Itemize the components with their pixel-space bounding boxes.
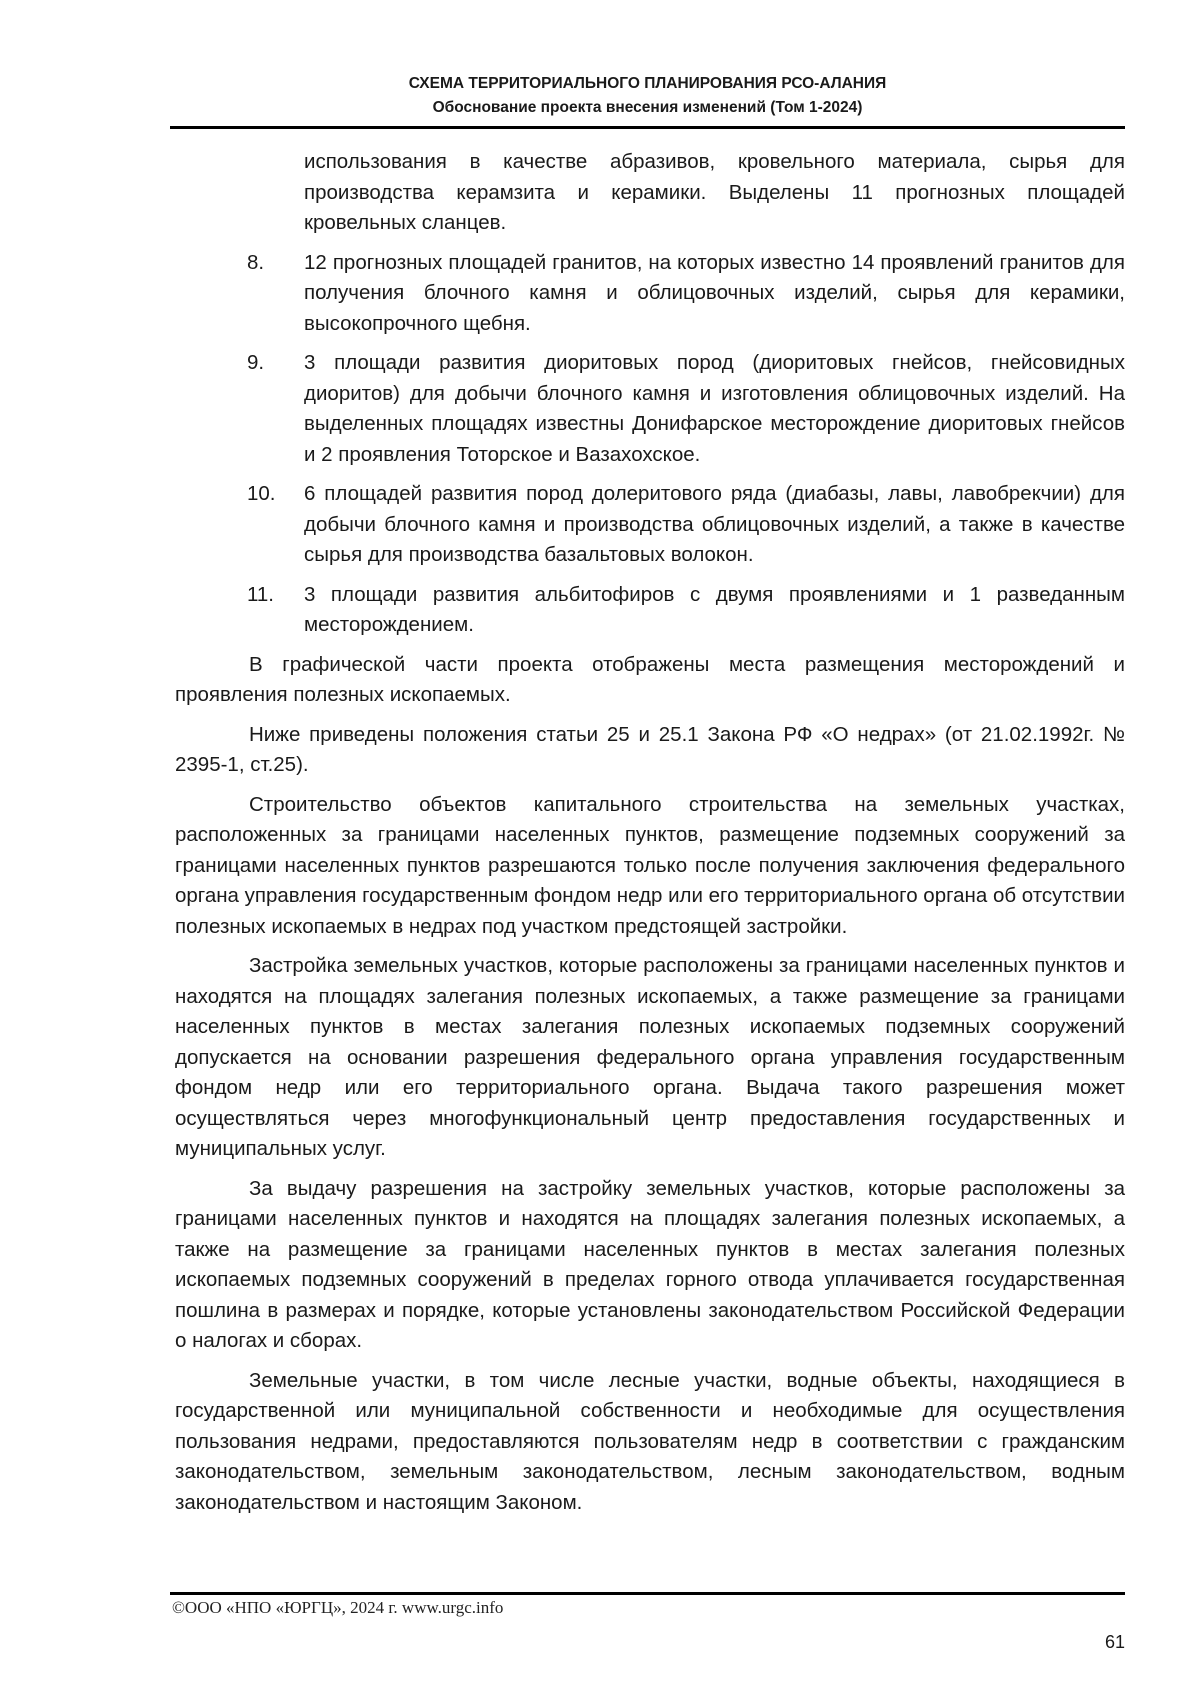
list-item <box>175 248 1125 340</box>
paragraph: Строительство объектов капитального строительства на земельных участках, расположенных за границами населенных пунктов, размещение подземных сооружений за границами населенных пунктов разрешаются только после получения заключения федерального органа управления государственным фондом недр или его территориального органа об отсутствии полезных ископаемых в недрах под участком предстоящей застройки. <box>175 792 1125 938</box>
paragraph: Застройка земельных участков, которые расположены за границами населенных пунктов и находятся на площадях залегания полезных ископаемых, а также размещение за границами населенных пунктов в местах залегания полезных ископаемых подземных сооружений допускается на основании разрешения федерального органа управления государственным фондом недр или его территориального органа. Выдача такого разрешения может осуществляться через многофункциональный центр предоставления государственных и муниципальных услуг. <box>175 954 1125 1160</box>
footer-divider <box>170 1592 1125 1595</box>
header-divider <box>170 126 1125 129</box>
list-item-number: 11. <box>247 582 274 606</box>
page-number: 61 <box>1104 1632 1125 1652</box>
list-item-text: 3 площади развития диоритовых пород (диоритовых гнейсов, гнейсовидных диоритов) для добычи блочного камня и изготовления облицовочных изделий. На выделенных площадях известны Донифарское месторождение диоритовых гнейсов и 2 проявления Тоторское и Вазахохское. <box>304 351 1125 466</box>
list-item-text: 6 площадей развития пород долеритового ряда (диабазы, лавы, лавобрекчии) для добычи блочного камня и производства облицовочных изделий, а также в качестве сырья для производства базальтовых волокон. <box>304 482 1125 566</box>
paragraph: За выдачу разрешения на застройку земельных участков, которые расположены за границами населенных пунктов и находятся на площадях залегания полезных ископаемых, а также на размещение за границами населенных пунктов в местах залегания полезных ископаемых подземных сооружений в пределах горного отвода уплачивается государственная пошлина в размерах и порядке, которые установлены законодательством Российской Федерации о налогах и сборах. <box>175 1176 1125 1352</box>
document-body <box>175 147 1125 1527</box>
header-title: СХЕМА ТЕРРИТОРИАЛЬНОГО ПЛАНИРОВАНИЯ РСО-АЛАНИЯ <box>408 75 887 92</box>
list-item <box>175 479 1125 571</box>
header-subtitle: Обоснование проекта внесения изменений (Том 1-2024) <box>432 99 863 116</box>
list-item-text: 3 площади развития альбитофиров с двумя проявлениями и 1 разведанным месторождением. <box>304 582 1125 636</box>
footer-copyright: ©ООО «НПО «ЮРГЦ», 2024 г. www.urgc.info <box>172 1598 504 1617</box>
paragraph: В графической части проекта отображены места размещения месторождений и проявления полезных ископаемых. <box>175 652 1125 706</box>
list-item <box>175 580 1125 641</box>
list-item-text: 12 прогнозных площадей гранитов, на которых известно 14 проявлений гранитов для получения блочного камня и облицовочных изделий, сырья для керамики, высокопрочного щебня. <box>304 250 1125 335</box>
page-header <box>170 72 1125 120</box>
paragraph: Ниже приведены положения статьи 25 и 25.1 Закона РФ «О недрах» (от 21.02.1992г. № 2395-1, ст.25). <box>175 722 1125 776</box>
list-item-number: 8. <box>247 250 265 274</box>
list-item-number: 9. <box>247 351 265 374</box>
list-item-number: 10. <box>247 482 276 505</box>
continued-list-text: использования в качестве абразивов, кровельного материала, сырья для производства керамзита и керамики. Выделены 11 прогнозных площадей кровельных сланцев. <box>304 150 1125 234</box>
paragraph: Земельные участки, в том числе лесные участки, водные объекты, находящиеся в государственной или муниципальной собственности и необходимые для осуществления пользования недрами, предоставляются пользователям недр в соответствии с гражданским законодательством, земельным законодательством, лесным законодательством, водным законодательством и настоящим Законом. <box>175 1368 1125 1514</box>
list-item <box>175 348 1125 470</box>
